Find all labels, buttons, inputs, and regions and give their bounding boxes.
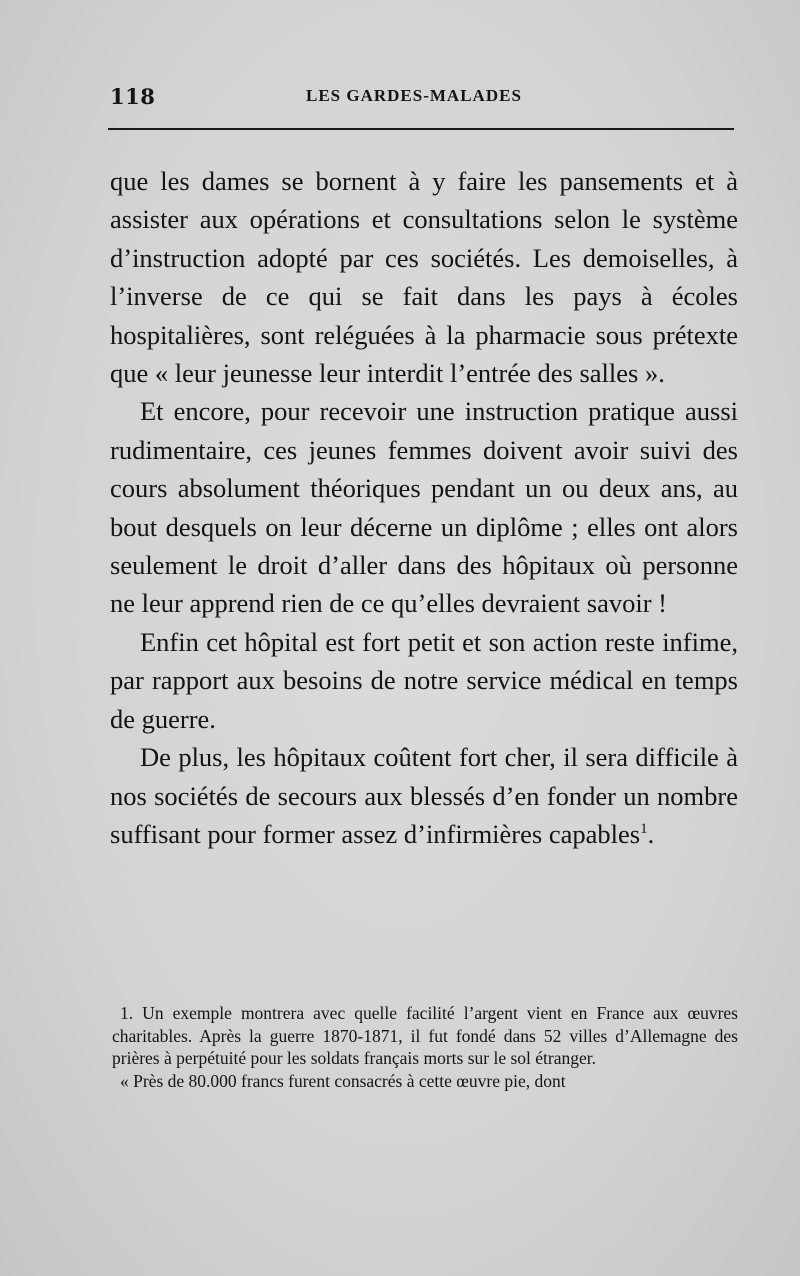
page-number: 118	[110, 84, 156, 109]
paragraph-4	[110, 738, 738, 853]
body-text	[110, 162, 738, 853]
page-header	[110, 84, 734, 114]
paragraph-3: Enfin cet hôpital est fort petit et son action reste infime, par rapport aux besoins de notre service médical en temps de guerre.	[110, 626, 738, 734]
paragraph-1: que les dames se bornent à y faire les pansements et à assister aux opérations et consultations selon le système d’instruction adopté par ces sociétés. Les demoiselles, à l’inverse de ce qui se fait dans les pays à écoles hospitalières, sont reléguées à la pharmacie sous prétexte que « leur jeunesse leur interdit l’entrée des salles ».	[110, 166, 738, 389]
footnotes	[112, 1002, 738, 1092]
paragraph-2: Et encore, pour recevoir une instruction pratique aussi rudimentaire, ces jeunes femmes doivent avoir suivi des cours absolument théoriques pendant un ou deux ans, au bout desquels on leur décerne un diplôme ; elles ont alors seulement le droit d’aller dans des hôpitaux où personne ne leur apprend rien de ce qu’elles devraient savoir !	[110, 396, 738, 619]
footnote-reference: 1	[640, 820, 648, 837]
header-rule	[108, 128, 734, 130]
footnote-1: 1. Un exemple montrera avec quelle facilité l’argent vient en France aux œuvres charitables. Après la guerre 1870-1871, il fut fondé dans 52 villes d’Allemagne des prières à perpétuité pour les soldats français morts sur le sol étranger.	[112, 1003, 738, 1069]
footnote-1-continuation: « Près de 80.000 francs furent consacrés à cette œuvre pie, dont	[120, 1070, 566, 1091]
paragraph-4-text: De plus, les hôpitaux coûtent fort cher, il sera difficile à nos sociétés de secours aux blessés d’en fonder un nombre suffisant pour former assez d’infirmières capables	[110, 742, 738, 849]
paragraph-4-end: .	[647, 818, 655, 849]
running-title: LES GARDES-MALADES	[306, 86, 522, 105]
